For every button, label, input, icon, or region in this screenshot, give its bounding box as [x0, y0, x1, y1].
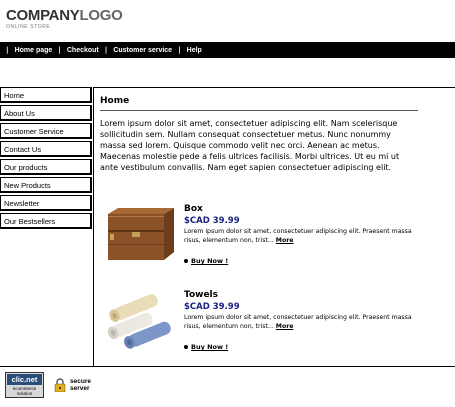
product-description	[184, 228, 424, 245]
footer-divider	[0, 366, 455, 367]
sidebar-item-our-bestsellers[interactable]: Our Bestsellers	[0, 213, 92, 229]
content-left-divider	[93, 87, 94, 367]
nav-separator: |	[58, 46, 61, 54]
product-price: $CAD 39.99	[184, 216, 240, 226]
secure-line-1: secure	[70, 378, 91, 385]
wooden-box-image[interactable]	[104, 204, 176, 264]
sidebar-menu	[0, 87, 92, 231]
page-title: Home	[100, 96, 130, 106]
product-info	[184, 290, 424, 351]
main-content	[100, 96, 418, 173]
sidebar-item-newsletter[interactable]: Newsletter	[0, 195, 92, 211]
sidebar-item-about-us[interactable]: About Us	[0, 105, 92, 121]
buy-now-link[interactable]: Buy Now !	[191, 257, 229, 265]
site-header	[0, 0, 455, 42]
secure-server-badge	[54, 378, 91, 392]
logo-word-company: COMPANY	[6, 7, 80, 24]
content-top-divider	[93, 87, 455, 88]
product-name[interactable]: Towels	[184, 290, 218, 300]
more-link[interactable]: More	[275, 322, 294, 330]
sidebar-item-home[interactable]: Home	[0, 87, 92, 103]
nav-separator: |	[104, 46, 108, 54]
logo-text	[6, 7, 122, 24]
logo-tagline: ONLINE STORE	[6, 24, 51, 30]
nav-customer-service[interactable]: Customer service	[113, 46, 173, 54]
badge-line-1: ecommerce	[12, 386, 37, 391]
sidebar-item-contact-us[interactable]: Contact Us	[0, 141, 92, 157]
secure-server-text	[70, 378, 91, 392]
nav-home-page[interactable]: Home page	[14, 46, 53, 54]
badge-line-2: solution	[16, 391, 33, 396]
buy-now	[184, 343, 424, 351]
nav-separator: |	[6, 46, 9, 54]
buy-now-link[interactable]: Buy Now !	[191, 343, 229, 351]
bullet-icon	[184, 259, 188, 263]
top-navigation	[0, 42, 455, 58]
nav-checkout[interactable]: Checkout	[66, 46, 99, 54]
sidebar-item-new-products[interactable]: New Products	[0, 177, 92, 193]
nav-help[interactable]: Help	[186, 46, 202, 54]
clicnet-badge[interactable]	[5, 372, 44, 398]
bullet-icon	[184, 345, 188, 349]
badge-title: clic.net	[7, 374, 42, 385]
product-price: $CAD 39.99	[184, 302, 240, 312]
buy-now	[184, 257, 424, 265]
product-description	[184, 314, 424, 331]
logo-word-logo: LOGO	[79, 7, 123, 24]
sidebar-item-customer-service[interactable]: Customer Service	[0, 123, 92, 139]
more-link[interactable]: More	[275, 236, 294, 244]
product-info	[184, 204, 424, 265]
sidebar-item-our-products[interactable]: Our products	[0, 159, 92, 175]
intro-paragraph: Lorem ipsum dolor sit amet, consectetuer adipiscing elit. Nam scelerisque sollicitudin sem. Nullam consequat consectetuer metus. Nunc nonummy massa sed lorem. Quisque commodo velit nec orci. Aenean ac metus. Maecenas molestie pede a felis ultrices facilisis. Morbi ultrices. Ut eu mi ut ante vestibulum convallis. Nam eget sapien consectetuer adipiscing elit.	[100, 119, 400, 172]
product-description-text: Lorem ipsum dolor sit amet, consectetuer adipiscing elit. Praesent massa risus, elementum non, trist...	[184, 314, 412, 330]
product-name[interactable]: Box	[184, 204, 203, 214]
rolled-towels-image[interactable]	[104, 290, 176, 350]
nav-separator: |	[178, 46, 181, 54]
badge-caption	[7, 386, 42, 396]
product-description-text: Lorem ipsum dolor sit amet, consectetuer adipiscing elit. Praesent massa risus, elementum non, trist...	[184, 228, 412, 244]
secure-line-2: server	[70, 385, 90, 392]
title-divider	[100, 110, 418, 111]
lock-icon	[54, 378, 66, 392]
company-logo[interactable]	[6, 7, 122, 30]
